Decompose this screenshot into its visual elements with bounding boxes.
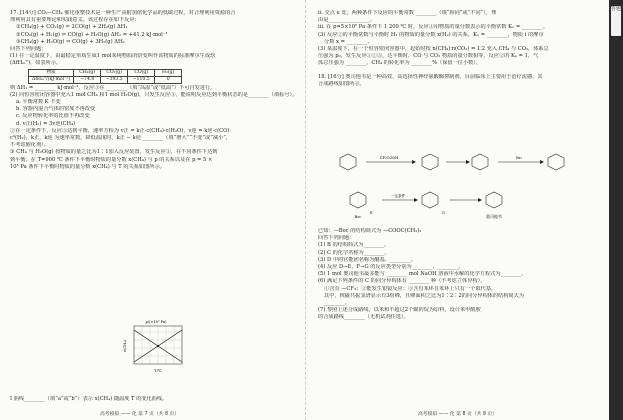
compound-label: G (442, 211, 445, 215)
graph-x-label: T/℃ (154, 369, 162, 373)
q18-line: ①含有 —CF₃；②能发生银镜反应；③含有苯环且苯环上只有一个取代基。 (324, 285, 497, 292)
compound-label: E (370, 211, 373, 215)
q17-graph-question (10, 396, 302, 403)
intersection-e (157, 345, 159, 347)
q17-line: 到平衡。在 T=900 ℃ 条件下平衡时物质的量分数 x(CH₄) 与 p 的关系以及在 p = 5 × (10, 156, 213, 163)
q18-line: (3) D 中的官能团名称为醚基、________。 (318, 256, 416, 263)
q18-line: 已知：—Boc 的结构简式为 —COOC(CH₃)₃ (318, 228, 422, 234)
ring-c (422, 154, 438, 170)
compound-label: Boc (354, 215, 362, 219)
page-footer-right: 高考模拟 —— 化 第 8 页（共 8 页） (418, 412, 498, 417)
q17-line: (3) 某温度下，在一个恒容密闭容器中，起始时按 n(CH₄)∶n(CO₂) = 1∶2 充入 CH₄ 与 CO₂，体系总 (318, 46, 549, 53)
q17-line: (3) 反应②的平衡常数与平衡时 H₂ 的物质的量分数 x(H₂) 的关系，Kₓ = ________，物质 i 的摩尔 (318, 31, 544, 38)
product-name: 奥司他韦 (486, 214, 502, 219)
ring-product (486, 192, 502, 208)
table-cell: H₂(g) (155, 69, 182, 76)
arrow-heads (412, 160, 544, 202)
option-b: b. 容器内混合气体的密度不再改变 (16, 106, 96, 113)
q17-line: 10⁵ Pa 条件下平衡时物质的量分数 x(CH₄) 与 T 的关系如图所示。 (10, 163, 165, 170)
q17-line: ②在一定条件下，反应③达到平衡，速率方程为 v正 = k正·c(CH₄)·c(H₂O)，v逆 = k逆·c(CO)· (10, 127, 232, 134)
edge-tab-label: 答题 (611, 6, 622, 12)
reagent-label: 一定条件 (390, 194, 406, 198)
q17-line: iii. 在 p=5×10⁵ Pa 条件下 1 200 ℃ 时，反应③用物质的量分数表示的平衡常数 Kₓ = ________。 (318, 24, 548, 31)
q17-line: ③ CH₄ 与 H₂O(g) 按物质的量之比为1∶1加入反应装置，发生反应③，在不同条件下达到 (10, 149, 218, 156)
option-d: d. v正(H₂) = 3v逆(CH₄) (16, 120, 76, 127)
option-c: c. 反应物转化率的比值不再改变 (16, 113, 90, 120)
q17-line: 理利用具有重要理论和实践意义。该过程存在如下反应： (10, 17, 140, 24)
q18-line: (2) C 的化学名称为________。 (318, 249, 390, 256)
q17-line: I 曲线________（填“a”或“b”）表示 x(CH₄) 随温度 T 的变化曲线。 (10, 396, 168, 402)
table-cell: CO₂(g) (101, 69, 128, 76)
q17-reaction-3: ③CH₄(g) + H₂O(g) ⇌ CO(g) + 3H₂(g) ΔH₃ (16, 38, 125, 45)
q18-line: 其中，核磁共振氢谱显示有3组峰，且峰面积之比为1∶2∶2的同分异构体的结构简式为 (324, 292, 524, 299)
table-cell: −110.5 (128, 76, 155, 83)
ring-d (472, 154, 488, 170)
graph-top-label: p/(×10⁵ Pa) (145, 320, 167, 324)
q17-part1: (ΔfHₘ°)，如表所示。 (10, 60, 62, 67)
q17-part2: (2) 向恒容密闭容器中充入1 mol CH₄ 和1 mol H₂O(g)，只发生反应③，能说明反应达到平衡状态的是________（填标号）。 (10, 91, 298, 98)
table-cell: CH₄(g) (74, 69, 101, 76)
synthesis-scheme (326, 148, 598, 226)
table-cell: ΔfHₘ°/(kJ·mol⁻¹) (29, 76, 74, 83)
scheme-svg (326, 148, 598, 226)
enthalpy-table (28, 69, 182, 84)
binding-edge (609, 0, 623, 420)
edge-tab (611, 6, 621, 36)
reagent-label: Br₂ (516, 156, 522, 160)
q18-line: (7) 参照上述合成路线，以苯和不超过2个碳的烷为原料，设计苯甲酰胺 (318, 307, 481, 314)
table-cell: CO(g) (128, 69, 155, 76)
q17-line: 体总压强为 ________，CH₄ 的转化率为 ________%（保留一位小数）。 (318, 60, 482, 67)
q17-reaction-1: ①CH₄(g) + CO₂(g) ⇌ 2CO(g) + 2H₂(g) ΔH₁ (16, 24, 128, 31)
page-footer-left: 高考模拟 —— 化 第 7 页（共 8 页） (100, 412, 180, 417)
ring-f (350, 192, 366, 208)
q17-reaction-2: ②CO₂(g) + H₂(g) ⇌ CO(g) + H₂O(g) ΔH₂ = +41.2 kJ·mol⁻¹ (16, 31, 168, 38)
graph-y-label: x(CH₄) (123, 339, 127, 353)
table-header-row (29, 69, 182, 76)
ring-e (548, 154, 564, 170)
q18-line: ________。 (324, 300, 350, 307)
right-column (318, 10, 602, 88)
graph-svg (120, 318, 190, 374)
q17-line: 压强为 p₀，发生反应①②③，达平衡时，CO 与 CO₂ 物质的量分数相等，反应②的 Kₚ = 1，气 (318, 53, 539, 60)
q17-line: 由是________________。 (318, 17, 376, 24)
q17-line: 回答下列问题： (10, 46, 47, 53)
table-cell: 0 (155, 76, 182, 83)
ring-a (340, 154, 356, 170)
q18-line: (1) B 的结构简式为________。 (318, 242, 390, 249)
q18-stem: 18. [16分] 奥司他韦是一种高效、高选择性神经氨酸酶抑制剂，目前临床上主要用于治疗流感，其 (318, 73, 543, 80)
q17-line: ii. 交点 e 处，两种条件下反应的平衡常数 ________（填“相同”或“不同”），理 (318, 10, 497, 16)
equilibrium-graph (120, 318, 190, 374)
q17-line: 17. [14分] CO₂−CH₄ 催化重整技术是一种生产高附加值化学品的低碳过程，对合理利用资源的合 (10, 10, 236, 16)
q18-line: 的合成路线________（无机试剂任选）。 (318, 314, 409, 321)
q18-line: (5) 1 mol 奥司他韦最多能与 ________ mol NaOH 溶液中水解的化学方程式为________。 (318, 271, 527, 278)
table-cell: 物质 (29, 69, 74, 76)
reagent-label: CF₃COOH (379, 156, 399, 160)
page-gutter (305, 0, 316, 420)
q17-line: 则 ΔH₁ = ________ kJ·mol⁻¹，反应③在 ________（填“高温”或“低温”）下可自发进行。 (10, 84, 216, 91)
q18-questions (318, 228, 602, 322)
table-row (29, 76, 182, 83)
left-column (10, 10, 302, 171)
q18-line: (4) 反应 D→E、F→G 的反应类型分别为________、________。 (318, 264, 464, 271)
q17-line: c³(H₂)，k正、k逆 为速率常数。降低温度时，k正 − k逆 ________（填“增大”“不变”或“减小”， (10, 135, 232, 142)
q17-line: 分数 x = ________。 (324, 38, 373, 45)
q18-stem: 合成路线如图所示。 (318, 80, 365, 87)
table-cell: −393.5 (101, 76, 128, 83)
q18-line: 回答下列问题： (318, 235, 355, 242)
ring-g (422, 192, 438, 208)
table-cell: −74.8 (74, 76, 101, 83)
q17-part1: (1) 在一定温度下，由最稳定单质生成1 mol某纯物质的焓变叫作该物质的标准摩尔生成焓 (10, 53, 216, 60)
option-a: a. 平衡常数 K 不变 (16, 99, 61, 106)
q17-line: 不考虑催化剂）。 (10, 142, 49, 149)
q18-line: (6) 满足下列条件的 C 的同分异构体有 ________ 种（不考虑立体异构）。 (318, 278, 486, 285)
